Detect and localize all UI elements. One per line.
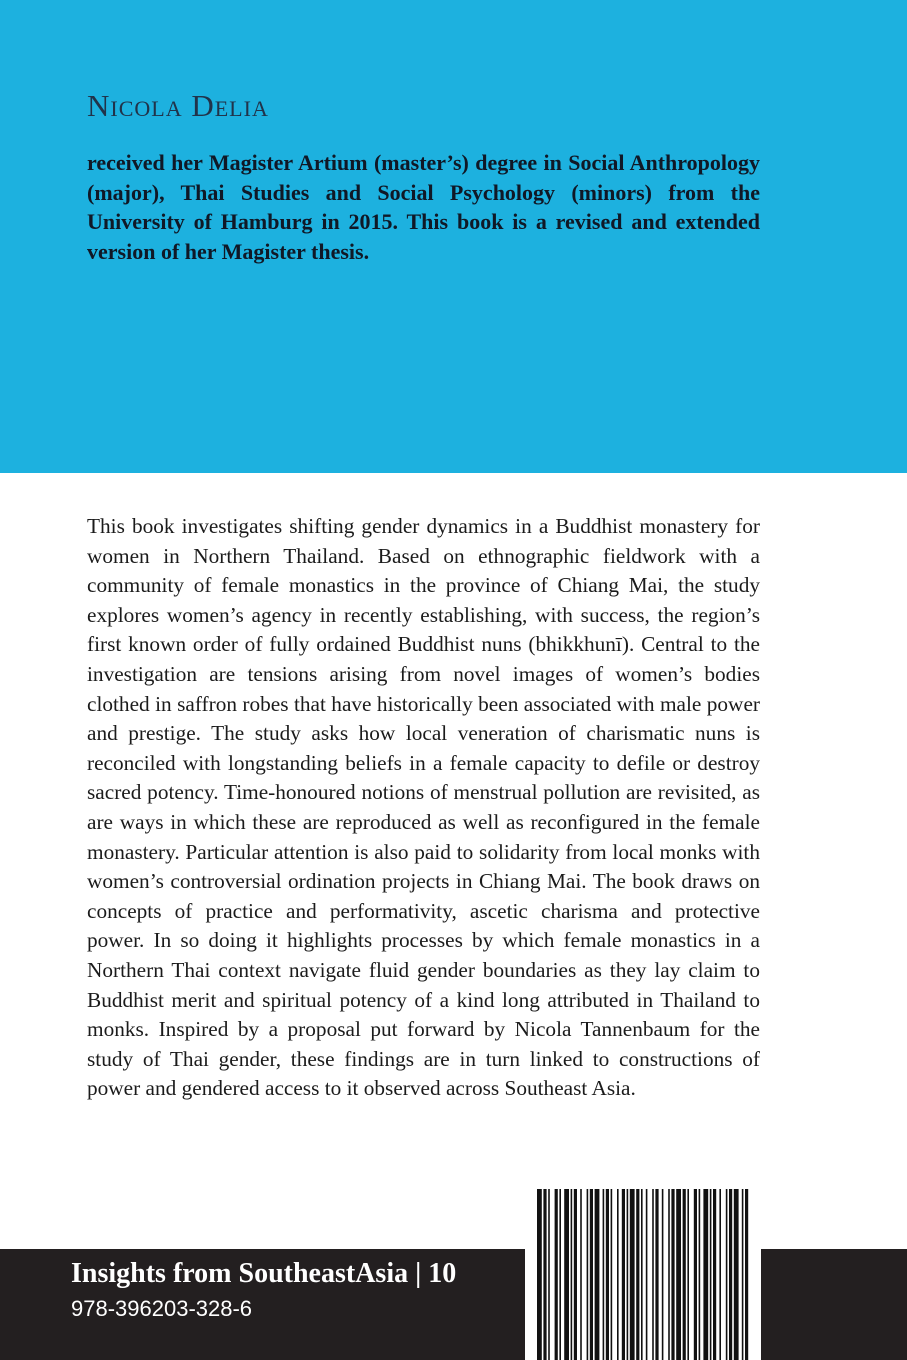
author-bio: received her Magister Artium (master’s) degree in Social Anthropology (major), Thai Studies and Social Psychology (minors) from the University of Hamburg in 2015. This book is a revised and extended version of her Magister thesis.: [87, 150, 760, 264]
barcode-icon: [535, 1189, 751, 1360]
author-panel: [0, 0, 907, 473]
series-title: Insights from SoutheastAsia | 10: [71, 1258, 457, 1289]
book-description: This book investigates shifting gender dynamics in a Buddhist monastery for women in Northern Thailand. Based on ethnographic fieldwork with a community of female monastics in the province of Chiang Mai, the study explores women’s agency in recently establishing, with success, the region’s first known order of fully ordained Buddhist nuns (bhikkhunī). Central to the investigation are tensions arising from novel images of women’s bodies clothed in saffron robes that have historically been associated with male power and prestige. The study asks how local veneration of charismatic nuns is reconciled with longstanding beliefs in a female capacity to defile or destroy sacred potency. Time-honoured notions of menstrual pollution are revisited, as are ways in which these are reproduced as well as reconfigured in the female monastery. Particular attention is also paid to solidarity from local monks with women’s controversial ordination projects in Chiang Mai. The book draws on concepts of practice and performativity, ascetic charisma and protective power. In so doing it highlights processes by which female monastics in a Northern Thai context navigate fluid gender boundaries as they lay claim to Buddhist merit and spiritual potency of a kind long attributed in Thailand to monks. Inspired by a proposal put forward by Nicola Tannenbaum for the study of Thai gender, these findings are in turn linked to constructions of power and gendered access to it observed across Southeast Asia.: [87, 514, 760, 1101]
author-name: Nicola Delia: [87, 88, 269, 123]
isbn-number: 978-396203-328-6: [71, 1296, 253, 1321]
barcode: [525, 1175, 761, 1360]
